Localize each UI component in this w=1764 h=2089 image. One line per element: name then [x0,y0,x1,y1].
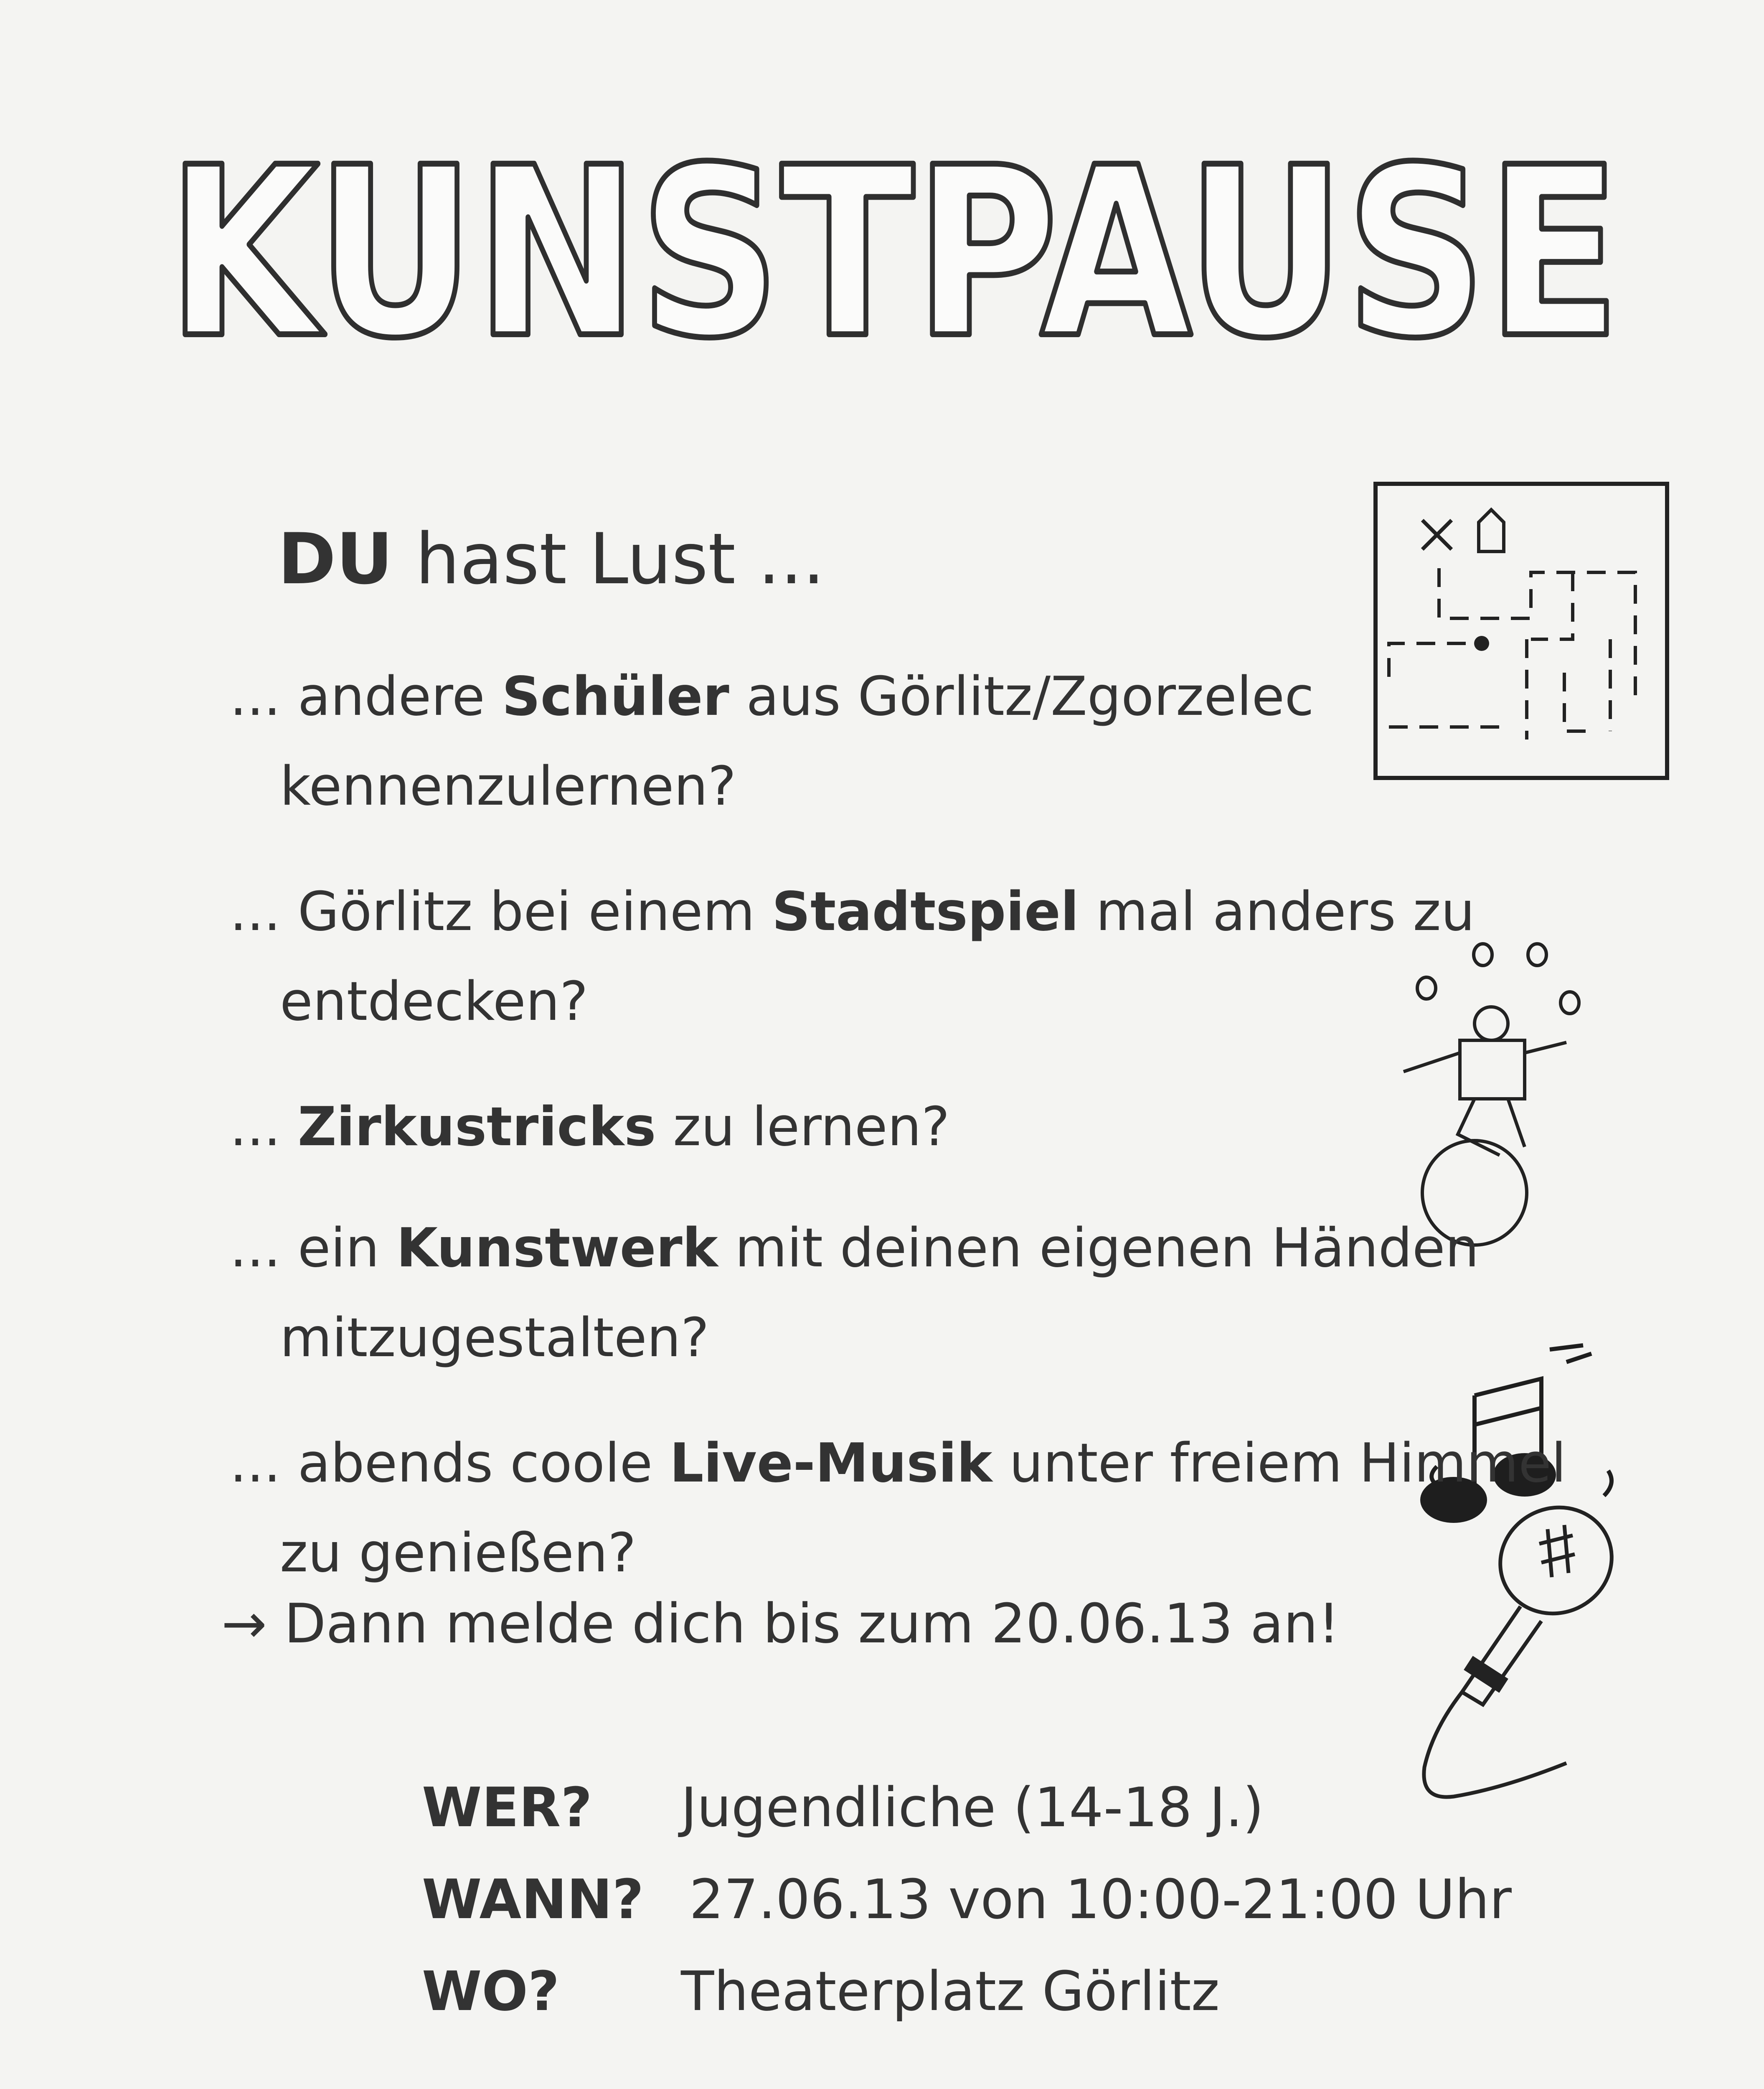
question-1 [230,652,1314,831]
maze-map-icon [1372,480,1671,781]
detail-wer-label: WER? [422,1776,592,1839]
detail-wann [422,1868,1512,1931]
question-1-cont: kennenzulernen? [280,755,736,818]
detail-wann-label: WANN? [422,1868,644,1931]
question-4-bold: Kunstwerk [396,1217,718,1279]
question-4-post: mit deinen eigenen Händen [718,1217,1479,1279]
question-3 [230,1082,950,1172]
question-2-bold: Stadtspiel [772,881,1079,943]
question-1-post: aus Görlitz/Zgorzelec [729,666,1314,728]
detail-wo-value: Theaterplatz Görlitz [681,1959,1220,2023]
question-3-bold: Zirkustricks [297,1096,656,1158]
question-1-bold: Schüler [502,666,729,728]
question-5 [230,1418,1566,1598]
question-5-post: unter freiem Himmel [992,1432,1566,1494]
question-4 [230,1203,1479,1383]
question-5-bold: Live-Musik [669,1432,992,1494]
flyer-title [150,117,1637,390]
question-1-pre: ... andere [230,666,502,728]
title-text: KUNSTPAUSE [167,117,1621,390]
detail-wer [422,1776,1264,1839]
intro-du: DU [278,518,393,600]
question-3-post: zu lernen? [656,1096,950,1158]
question-4-pre: ... ein [230,1217,396,1279]
detail-wer-value: Jugendliche (14-18 J.) [681,1776,1264,1839]
question-2-cont: entdecken? [280,971,588,1033]
question-2-pre: ... Görlitz bei einem [230,881,772,943]
question-4-cont: mitzugestalten? [280,1307,709,1369]
call-to-action: → Dann melde dich bis zum 20.06.13 an! [221,1592,1340,1655]
detail-wo-label: WO? [422,1959,560,2023]
question-2-post: mal anders zu [1079,881,1475,943]
question-2 [230,867,1475,1047]
question-5-cont: zu genießen? [280,1522,636,1584]
question-5-pre: ... abends coole [230,1432,670,1494]
question-3-pre: ... [230,1096,298,1158]
detail-wo [422,1959,1220,2023]
detail-wann-value: 27.06.13 von 10:00-21:00 Uhr [689,1868,1512,1931]
intro-rest: hast Lust ... [415,518,825,600]
intro-heading [278,518,825,600]
